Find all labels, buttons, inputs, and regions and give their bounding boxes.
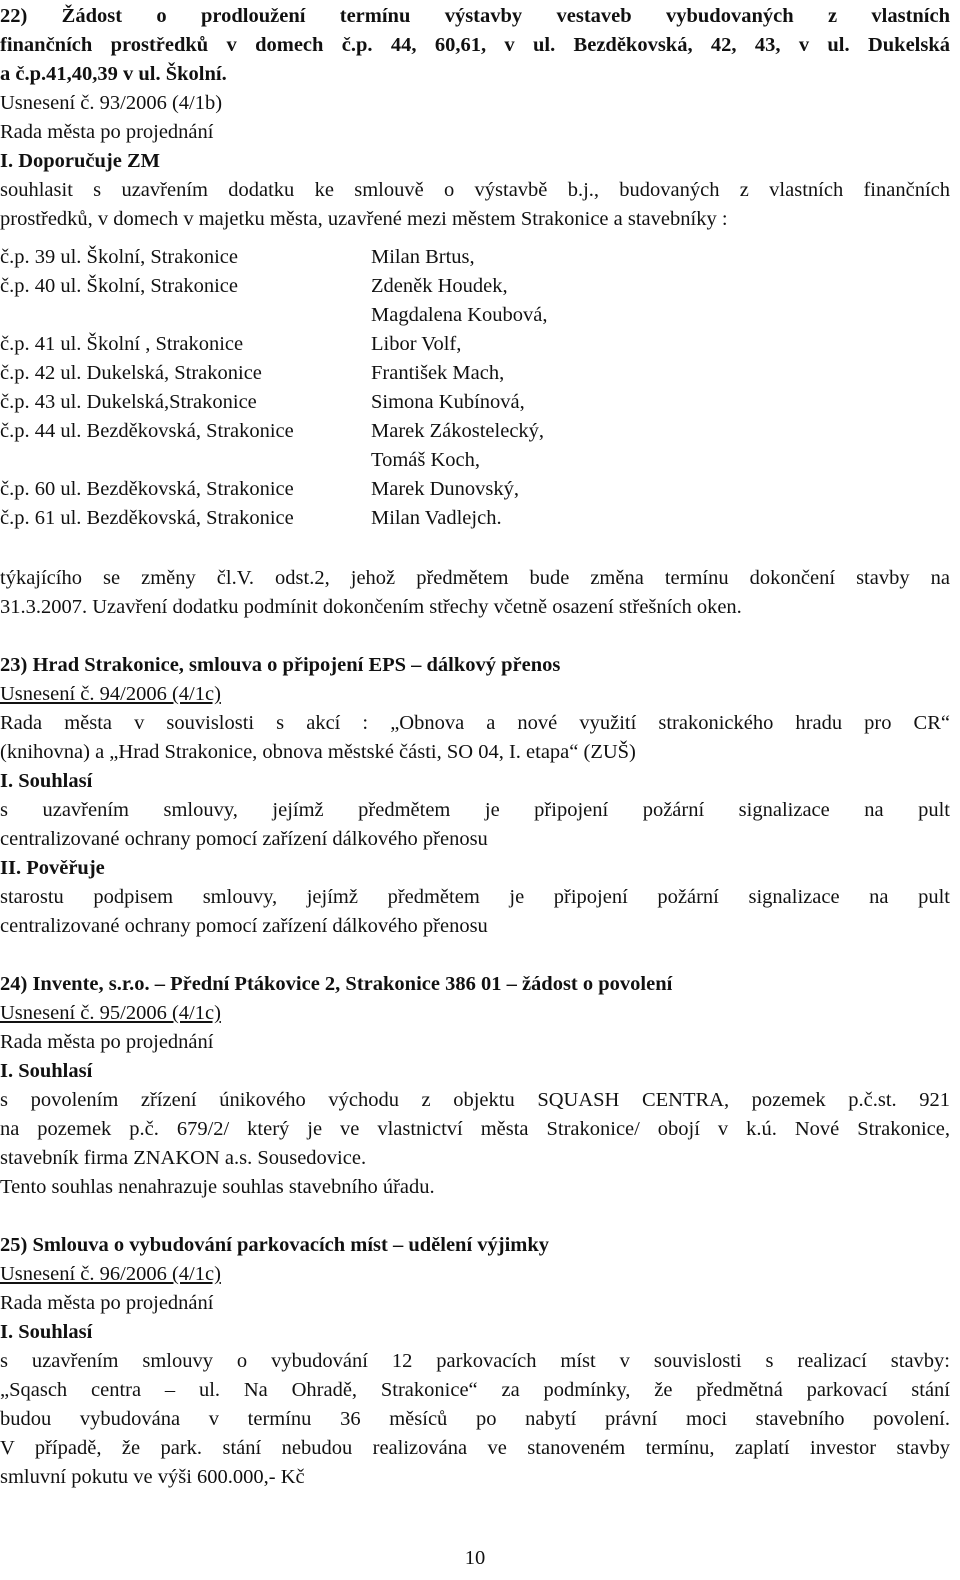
builder-address: č.p. 44 ul. Bezděkovská, Strakonice: [0, 420, 294, 442]
section-23-text-4: centralizované ochrany pomocí zařízení dálkového přenosu: [0, 828, 488, 850]
builder-name: Libor Volf,: [371, 333, 462, 355]
section-22-resolution: Usnesení č. 93/2006 (4/1b): [0, 92, 223, 114]
builder-name: Zdeněk Houdek,: [371, 275, 508, 297]
section-22-point: I. Doporučuje ZM: [0, 150, 161, 172]
section-23-point-2: II. Pověřuje: [0, 857, 105, 879]
section-24-point: I. Souhlasí: [0, 1060, 93, 1082]
section-23-text-6: centralizované ochrany pomocí zařízení dálkového přenosu: [0, 915, 488, 937]
builder-address: č.p. 40 ul. Školní, Strakonice: [0, 275, 239, 297]
section-24-text-2: na pozemek p.č. 679/2/ který je ve vlastnictví města Strakonice/ obojí v k.ú. Nové Strakonice,: [0, 1118, 950, 1140]
section-22-text-1: souhlasit s uzavřením dodatku ke smlouvě o výstavbě b.j., budovaných z vlastních finančních: [0, 179, 950, 201]
builder-address: č.p. 61 ul. Bezděkovská, Strakonice: [0, 507, 294, 529]
builder-name: Simona Kubínová,: [371, 391, 525, 413]
section-22-heading-line-1: 22) Žádost o prodloužení termínu výstavby vestaveb vybudovaných z vlastních: [0, 5, 950, 27]
section-23-point-1: I. Souhlasí: [0, 770, 93, 792]
section-23-text-5: starostu podpisem smlouvy, jejímž předmětem je připojení požární signalizace na pult: [0, 886, 950, 908]
builder-address: č.p. 39 ul. Školní, Strakonice: [0, 246, 239, 268]
section-25-text-2: „Sqasch centra – ul. Na Ohradě, Strakonice“ za podmínky, že předmětná parkovací stání: [0, 1379, 950, 1401]
section-23-text-2: (knihovna) a „Hrad Strakonice, obnova městské části, SO 04, I. etapa“ (ZUŠ): [0, 741, 636, 763]
section-25-heading: 25) Smlouva o vybudování parkovacích míst – udělení výjimky: [0, 1234, 550, 1256]
builder-address: č.p. 43 ul. Dukelská,Strakonice: [0, 391, 257, 413]
builder-name: Magdalena Koubová,: [371, 304, 548, 326]
section-25-text-1: s uzavřením smlouvy o vybudování 12 parkovacích míst v souvislosti s realizací stavby:: [0, 1350, 950, 1372]
page-number: 10: [464, 1547, 486, 1569]
section-22-council: Rada města po projednání: [0, 121, 214, 143]
section-23-text-1: Rada města v souvislosti s akcí : „Obnova a nové využití strakonického hradu pro CR“: [0, 712, 950, 734]
builder-name: Milan Vadlejch.: [371, 507, 502, 529]
section-23-resolution: Usnesení č. 94/2006 (4/1c): [0, 683, 221, 705]
builder-address: č.p. 41 ul. Školní , Strakonice: [0, 333, 244, 355]
builder-name: Marek Zákostelecký,: [371, 420, 545, 442]
section-24-council: Rada města po projednání: [0, 1031, 214, 1053]
section-22-after-1: týkajícího se změny čl.V. odst.2, jehož předmětem bude změna termínu dokončení stavby na: [0, 567, 950, 589]
section-22-after-2: 31.3.2007. Uzavření dodatku podmínit dokončením střechy včetně osazení střešních oken.: [0, 596, 742, 618]
section-24-text-3: stavebník firma ZNAKON a.s. Sousedovice.: [0, 1147, 367, 1169]
section-23-heading: 23) Hrad Strakonice, smlouva o připojení EPS – dálkový přenos: [0, 654, 561, 676]
section-25-council: Rada města po projednání: [0, 1292, 214, 1314]
section-24-text-1: s povolením zřízení únikového východu z objektu SQUASH CENTRA, pozemek p.č.st. 921: [0, 1089, 950, 1111]
section-24-resolution: Usnesení č. 95/2006 (4/1c): [0, 1002, 221, 1024]
builder-name: František Mach,: [371, 362, 505, 384]
builder-name: Marek Dunovský,: [371, 478, 520, 500]
builder-name: Milan Brtus,: [371, 246, 475, 268]
builder-name: Tomáš Koch,: [371, 449, 481, 471]
builder-address: č.p. 42 ul. Dukelská, Strakonice: [0, 362, 262, 384]
section-24-heading: 24) Invente, s.r.o. – Přední Ptákovice 2, Strakonice 386 01 – žádost o povolení: [0, 973, 673, 995]
section-25-text-3: budou vybudována v termínu 36 měsíců po nabytí právní moci stavebního povolení.: [0, 1408, 950, 1430]
section-23-text-3: s uzavřením smlouvy, jejímž předmětem je připojení požární signalizace na pult: [0, 799, 950, 821]
section-22-heading-line-2: finančních prostředků v domech č.p. 44, 60,61, v ul. Bezděkovská, 42, 43, v ul. Dukelská: [0, 34, 950, 56]
section-24-text-4: Tento souhlas nenahrazuje souhlas stavebního úřadu.: [0, 1176, 435, 1198]
section-25-resolution: Usnesení č. 96/2006 (4/1c): [0, 1263, 221, 1285]
section-25-point: I. Souhlasí: [0, 1321, 93, 1343]
section-25-text-5: smluvní pokutu ve výši 600.000,- Kč: [0, 1466, 305, 1488]
section-22-text-2: prostředků, v domech v majetku města, uzavřené mezi městem Strakonice a stavebníky :: [0, 208, 728, 230]
builder-address: č.p. 60 ul. Bezděkovská, Strakonice: [0, 478, 294, 500]
section-22-heading-line-3: a č.p.41,40,39 v ul. Školní.: [0, 63, 227, 85]
section-25-text-4: V případě, že park. stání nebudou realizována ve stanoveném termínu, zaplatí investor stavby: [0, 1437, 950, 1459]
